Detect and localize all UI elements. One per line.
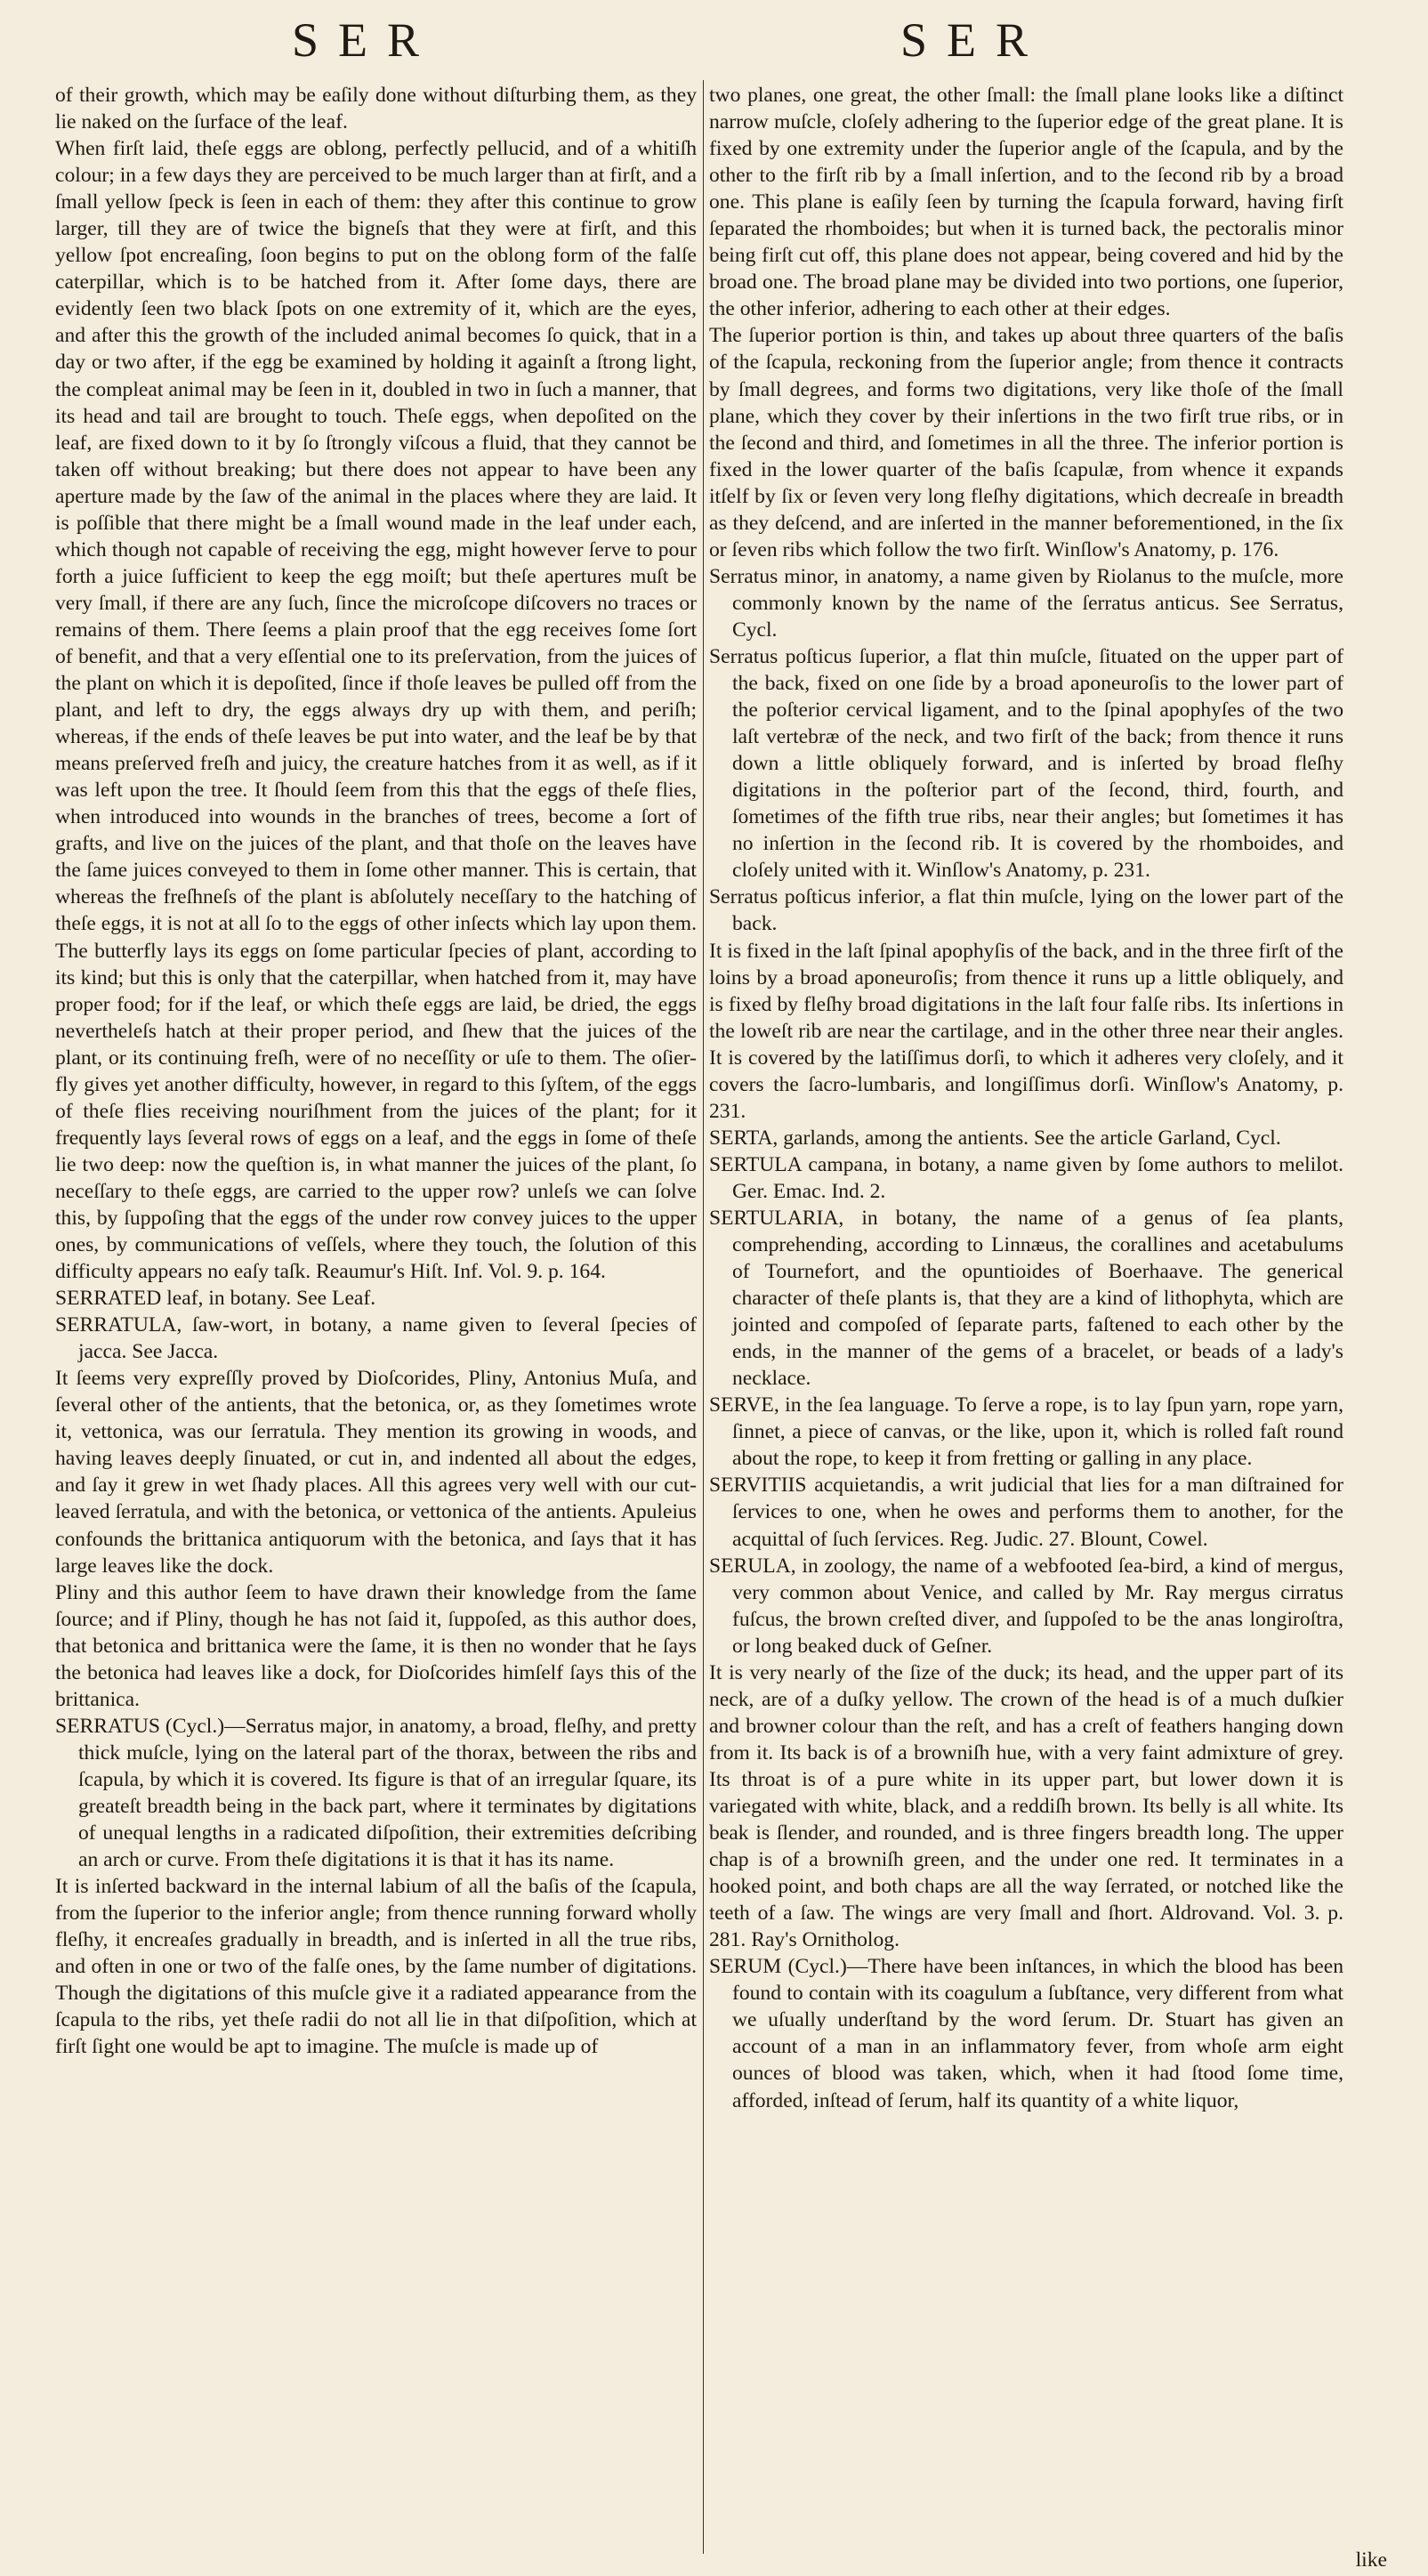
paragraph: Pliny and this author ſeem to have drawn their knowledge from the ſame ſource; and if Pliny, though he has not ſaid it, ſuppoſed, as this author does, that betonica and brittanica were the ſame, it is then no wonder that he ſays the betonica had leaves like a dock, for Dioſcorides himſelf ſays this of the brittanica. — [55, 1580, 697, 1711]
dictionary-entry: SERTULARIA, in botany, the name of a genus of ſea plants, comprehending, according to Linnæus, the corallines and acetabulums of Tournefort, and the opuntioides of Boerhaave. The generical character of theſe plants is, that they are a kind of lithophyta, which are jointed and compoſed of ſeparate parts, faſtened to each other by the ends, in the manner of the gems of a bracelet, or beads of a lady's necklace. — [709, 1206, 1343, 1391]
column-divider — [703, 80, 704, 2554]
dictionary-entry: SERVITIIS acquietandis, a writ judicial that lies for a man diſtrained for ſervices to one, when he owes and performs them to another, for the acquittal of ſuch ſervices. Reg. Judic. 27. Blount, Cowel. — [709, 1474, 1343, 1551]
paragraph: The ſuperior portion is thin, and takes up about three quarters of the baſis of the ſcapula, reckoning from the ſuperior angle; from thence it contracts by ſmall degrees, and forms two digitations, very like thoſe of the ſmall plane, which they cover by their inſertions in the two firſt true ribs, or in the ſecond and third, and ſometimes in all the three. The inferior portion is fixed in the lower quarter of the baſis ſcapulæ, from whence it expands itſelf by ſix or ſeven very long fleſhy digitations, which decreaſe in breadth as they deſcend, and are inſerted in the manner beforementioned, in the ſix or ſeven ribs which follow the two firſt. Winſlow's Anatomy, p. 176. — [709, 324, 1343, 561]
dictionary-entry: SERRATUS (Cycl.)—Serratus major, in anatomy, a broad, fleſhy, and pretty thick muſcle, lying on the lateral part of the thorax, between the ribs and ſcapula, by which it is covered. Its figure is that of an irregular ſquare, its greateſt breadth being in the back part, where it terminates by digitations of unequal lengths in a radicated diſpoſition, their extremities deſcribing an arch or curve. From theſe digitations it is that it has its name. — [55, 1714, 697, 1872]
running-head-right: SER — [900, 13, 1048, 67]
paragraph: It is fixed in the laſt ſpinal apophyſis of the back, and in the three firſt of the loins by a broad aponeuroſis; from thence it runs up a little obliquely, and is fixed by fleſhy broad digitations in the laſt four falſe ribs. Its inſertions in the loweſt rib are near the cartilage, and in the other three near their angles. It is covered by the latiſſimus dorſi, to which it adheres very cloſely, and it covers the ſacro-lumbaris, and longiſſimus dorſi. Winſlow's Anatomy, p. 231. — [709, 939, 1343, 1123]
paragraph: It ſeems very expreſſly proved by Dioſcorides, Pliny, Antonius Muſa, and ſeveral other of the antients, that the betonica, or, as they ſometimes wrote it, vettonica, was our ſerratula. They mention its growing in woods, and having leaves deeply ſinuated, or cut in, and indented all about the edges, and ſay it grew in wet ſhady places. All this agrees very well with our cut-leaved ſerratula, and with the betonica, or vettonica of the antients. Apuleius confounds the brittanica antiquorum with the betonica, and ſays that it has large leaves like the dock. — [55, 1367, 697, 1578]
paragraph: When firſt laid, theſe eggs are oblong, perfectly pellucid, and of a whitiſh colour; in a few days they are perceived to be much larger than at firſt, and a ſmall yellow ſpeck is ſeen in each of them: they after this continue to grow larger, till they are of twice the bigneſs that they were at firſt, and this yellow ſpot encreaſing, ſoon begins to put on the oblong form of the falſe caterpillar, which is to be hatched from it. After ſome days, there are evidently ſeen two black ſpots on one extremity of it, which are the eyes, and after this the growth of the included animal becomes ſo quick, that in a day or two after, if the egg be examined by holding it againſt a ſtrong light, the compleat animal may be ſeen in it, doubled in two in ſuch a manner, that its head and tail are brought to touch. Theſe eggs, when depoſited on the leaf, are fixed down to it by ſo ſtrongly viſcous a fluid, that they cannot be taken off without breaking; but there does not appear to have been any aperture made by the ſaw of the animal in the places where they are laid. It is poſſible that there might be a ſmall wound made in the leaf under each, which though not capable of receiving the egg, might however ſerve to pour forth a juice ſufficient to keep the egg moiſt; but theſe apertures muſt be very ſmall, if there are any ſuch, ſince the microſcope diſcovers no traces or remains of them. There ſeems a plain proof that the egg receives ſome ſort of benefit, and that a very eſſential one to its preſervation, from the juices of the plant on which it is depoſited, ſince if thoſe leaves be pulled off from the plant, and left to dry, the eggs always dry up with them, and periſh; whereas, if the ends of theſe leaves be put into water, and the leaf be by that means preſerved freſh and juicy, the creature hatches from it as well, as if it was left upon the tree. It ſhould ſeem from this that the eggs of theſe flies, when introduced into wounds in the branches of trees, become a ſort of grafts, and live on the juices of the plant, and that thoſe on the leaves have the ſame juices conveyed to them in ſome other manner. This is certain, that whereas the freſhneſs of the plant is abſolutely neceſſary to the hatching of theſe eggs, it is not at all ſo to the eggs of other inſects which lay upon them. The butterfly lays its eggs on ſome particular ſpecies of plant, according to its kind; but this is only that the caterpillar, when hatched from it, may have proper food; for if the leaf, or which theſe eggs are laid, be dried, the eggs nevertheleſs hatch at their proper period, and ſhew that the juices of the plant, or its continuing freſh, were of no neceſſity or uſe to them. The oſier-fly gives yet another difficulty, however, in regard to this ſyſtem, of the eggs of theſe flies receiving nouriſhment from the juices of the plant; for it frequently lays ſeveral rows of eggs on a leaf, and the eggs in ſome of theſe lie two deep: now the queſtion is, in what manner the juices of the plant, ſo neceſſary to theſe eggs, are carried to the upper row? unleſs we can ſolve this, by ſuppoſing that the eggs of the under row convey juices to the upper ones, by communications of veſſels, where they touch, the ſolution of this difficulty appears no eaſy taſk. Reaumur's Hiſt. Inf. Vol. 9. p. 164. — [55, 137, 697, 1284]
dictionary-entry: Serratus minor, in anatomy, a name given by Riolanus to the muſcle, more commonly known by the name of the ſerratus anticus. See Serratus, Cycl. — [709, 564, 1343, 642]
dictionary-entry: Serratus poſticus ſuperior, a flat thin muſcle, ſituated on the upper part of the back, fixed on one ſide by a broad aponeuroſis to the lower part of the poſterior cervical ligament, and to the ſpinal apophyſes of the two laſt vertebræ of the neck, and two firſt of the back; from thence it runs down a little obliquely forward, and is inſerted by broad fleſhy digitations in the poſterior part of the ſecond, third, fourth, and ſometimes of the fifth true ribs, near their angles; but ſometimes it has no inſertion in the ſecond rib. It is covered by the rhomboides, and cloſely united with it. Winſlow's Anatomy, p. 231. — [709, 644, 1343, 883]
paragraph: It is very nearly of the ſize of the duck; its head, and the upper part of its neck, are of a duſky yellow. The crown of the head is of a much duſkier and browner colour than the reſt, and has a creſt of feathers hanging down from it. Its back is of a browniſh hue, with a very faint admixture of grey. Its throat is of a pure white in its upper part, but lower down it is variegated with white, black, and a reddiſh brown. Its belly is all white. Its beak is ſlender, and rounded, and is three fingers breadth long. The upper chap is of a browniſh green, and the under one red. It terminates in a hooked point, and both chaps are all the way ſerrated, or notched like the teeth of a ſaw. The wings are very ſmall and ſhort. Aldrovand. Vol. 3. p. 281. Ray's Ornitholog. — [709, 1660, 1343, 1952]
dictionary-entry: SERRATED leaf, in botany. See Leaf. — [55, 1287, 376, 1311]
paragraph: of their growth, which may be eaſily done without diſturbing them, as they lie naked on the ſurface of the leaf. — [55, 84, 697, 134]
dictionary-entry: SERRATULA, ſaw-wort, in botany, a name given to ſeveral ſpecies of jacca. See Jacca. — [55, 1313, 697, 1364]
dictionary-entry: SERUM (Cycl.)—There have been inſtances, in which the blood has been found to contain with its coagulum a ſubſtance, very different from what we uſually underſtand by the word ſerum. Dr. Stuart has given an account of a man in an inflammatory fever, from whoſe arm eight ounces of blood was taken, which, when it had ſtood ſome time, afforded, inſtead of ſerum, half its quantity of a white liquor, — [709, 1955, 1343, 2112]
dictionary-entry: Serratus poſticus inferior, a flat thin muſcle, lying on the lower part of the back. — [709, 885, 1343, 936]
catchword: like — [1355, 2548, 1387, 2572]
dictionary-entry: SERTULA campana, in botany, a name given by ſome authors to melilot. Ger. Emac. Ind. 2. — [709, 1152, 1343, 1203]
dictionary-entry: SERULA, in zoology, the name of a webfooted ſea-bird, a kind of mergus, very common about Venice, and called by Mr. Ray mergus cirratus fuſcus, the brown creſted diver, and ſuppoſed to be the anas longiroſtra, or long beaked duck of Geſner. — [709, 1554, 1343, 1658]
paragraph: It is inſerted backward in the internal labium of all the baſis of the ſcapula, from the ſuperior to the inferior angle; from thence running forward wholly fleſhy, it encreaſes gradually in breadth, and is inſerted in all the true ribs, and often in one or two of the falſe ones, by the ſame number of digitations. Though the digitations of this muſcle give it a radiated appearance from the ſcapula to the ribs, yet theſe radii do not all lie in that diſpoſition, which at firſt ſight one would be apt to imagine. The muſcle is made up of — [55, 1875, 697, 2059]
dictionary-entry: SERVE, in the ſea language. To ſerve a rope, is to lay ſpun yarn, rope yarn, ſinnet, a piece of canvas, or the like, upon it, which is rolled faſt round about the rope, to keep it from fretting or galling in any place. — [709, 1393, 1343, 1471]
running-head-left: SER — [292, 13, 440, 67]
dictionary-entry: SERTA, garlands, among the antients. See the article Garland, Cycl. — [709, 1126, 1281, 1150]
left-column — [55, 82, 697, 2060]
right-column — [709, 82, 1343, 2114]
paragraph: two planes, one great, the other ſmall: the ſmall plane looks like a diſtinct narrow muſcle, cloſely adhering to the ſuperior edge of the great plane. It is fixed by one extremity under the ſuperior angle of the ſcapula, and by the other to the firſt rib by a ſmall inſertion, and to the ſecond rib by a broad one. This plane is eaſily ſeen by turning the ſcapula forward, having firſt ſeparated the rhomboides; but when it is turned back, the pectoralis minor being firſt cut off, this plane does not appear, being covered and hid by the broad one. The broad plane may be divided into two portions, one ſuperior, the other inferior, adhering to each other at their edges. — [709, 84, 1343, 321]
